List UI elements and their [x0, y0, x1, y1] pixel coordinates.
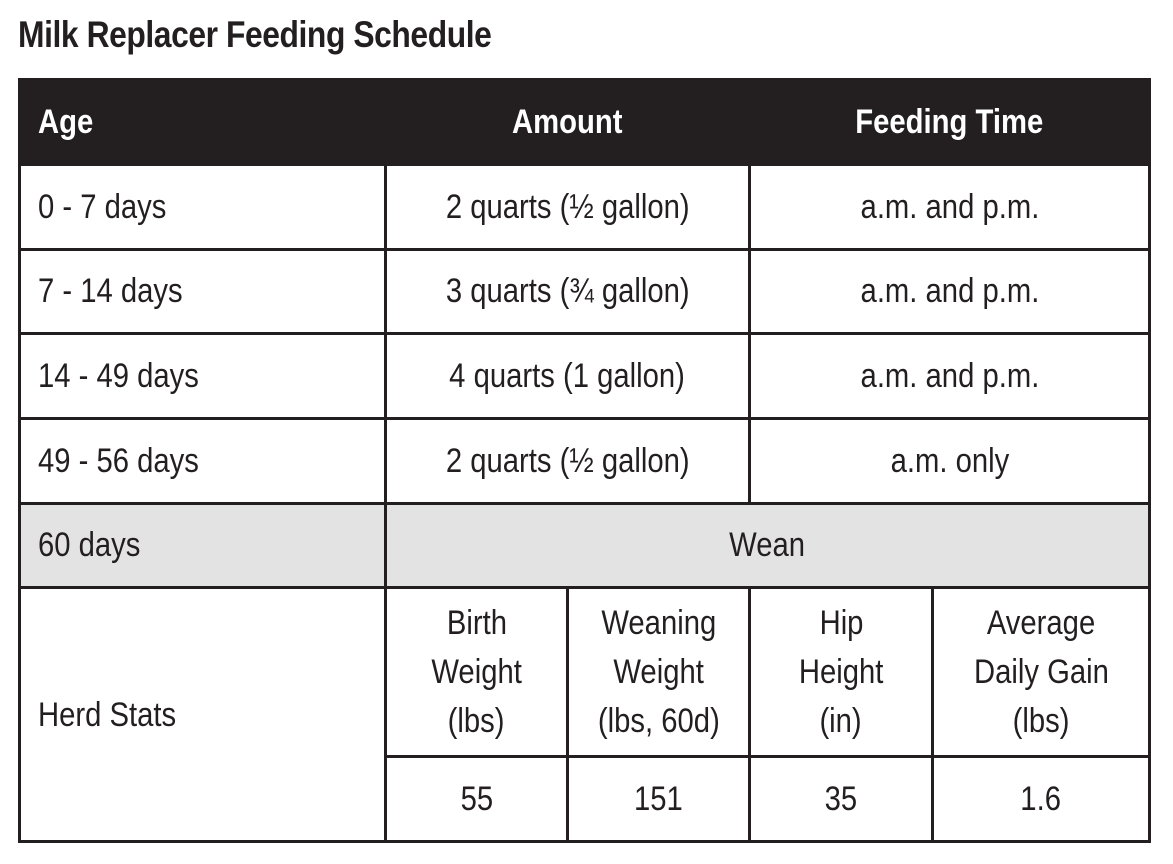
- stat-header-average-daily-gain: Average Daily Gain (lbs): [933, 588, 1150, 757]
- feeding-time-cell: a.m. and p.m.: [750, 165, 1150, 250]
- table-row: [20, 334, 1150, 419]
- feeding-time-cell: a.m. and p.m.: [750, 249, 1150, 334]
- table-row: [20, 418, 1150, 503]
- stat-value-birth-weight: 55: [386, 757, 568, 842]
- stat-header-hip-height: Hip Height (in): [750, 588, 933, 757]
- age-cell: 60 days: [20, 503, 386, 588]
- wean-cell: Wean: [386, 503, 1150, 588]
- herd-stats-label: Herd Stats: [20, 588, 386, 842]
- stat-value-hip-height: 35: [750, 757, 933, 842]
- age-cell: 7 - 14 days: [20, 249, 386, 334]
- herd-stats-header-row: [20, 588, 1150, 757]
- feeding-time-cell: a.m. only: [750, 418, 1150, 503]
- amount-cell: 2 quarts (½ gallon): [386, 165, 750, 250]
- age-cell: 49 - 56 days: [20, 418, 386, 503]
- header-row: [20, 80, 1150, 165]
- table-row: [20, 165, 1150, 250]
- feeding-schedule-table: [18, 78, 1151, 843]
- age-cell: 0 - 7 days: [20, 165, 386, 250]
- stat-header-weaning-weight: Weaning Weight (lbs, 60d): [568, 588, 750, 757]
- stat-value-average-daily-gain: 1.6: [933, 757, 1150, 842]
- age-cell: 14 - 49 days: [20, 334, 386, 419]
- feeding-time-cell: a.m. and p.m.: [750, 334, 1150, 419]
- page-title: Milk Replacer Feeding Schedule: [18, 14, 492, 55]
- amount-cell: 4 quarts (1 gallon): [386, 334, 750, 419]
- stat-header-birth-weight: Birth Weight (lbs): [386, 588, 568, 757]
- stat-value-weaning-weight: 151: [568, 757, 750, 842]
- header-feeding-time: Feeding Time: [750, 80, 1150, 165]
- header-age: Age: [20, 80, 386, 165]
- table-row: [20, 249, 1150, 334]
- wean-row: [20, 503, 1150, 588]
- amount-cell: 3 quarts (¾ gallon): [386, 249, 750, 334]
- header-amount: Amount: [386, 80, 750, 165]
- amount-cell: 2 quarts (½ gallon): [386, 418, 750, 503]
